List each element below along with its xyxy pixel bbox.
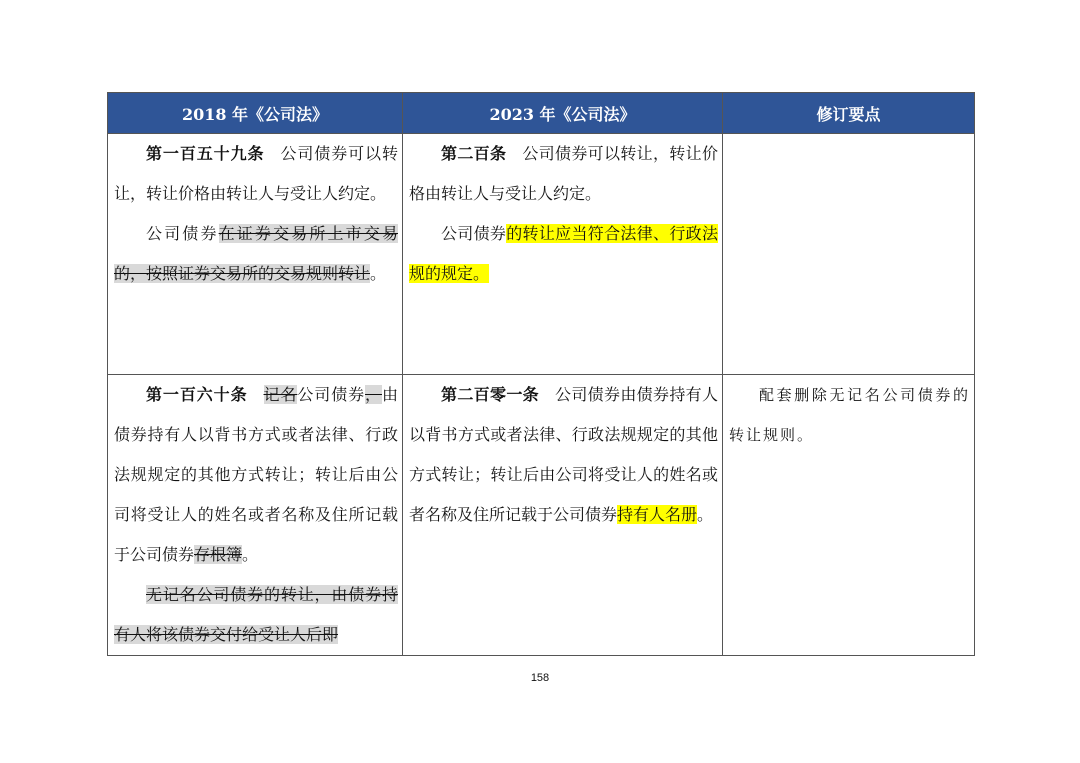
revision-note: 配套删除无记名公司债券的转让规则。 <box>729 386 970 444</box>
header-2023-law: 2023 年《公司法》 <box>403 93 723 134</box>
added-text: 持有人名册 <box>617 505 698 524</box>
article-text: 公司债券由债券持有人以背书方式或者法律、行政法规规定的其他方式转让；转让后由公司将受让人的姓名或者名称及住所记载于公司债券 <box>409 385 718 524</box>
comparison-table <box>107 92 975 656</box>
revision-note-cell <box>723 134 975 375</box>
new-law-paragraph <box>409 214 718 294</box>
new-law-cell <box>403 134 723 375</box>
table-row <box>108 134 975 375</box>
article-text: 公司债券可以转让，转让价格由转让人与受让人约定。 <box>409 144 718 203</box>
table-row <box>108 375 975 656</box>
article-text: 公司债券 <box>441 224 507 243</box>
header-revision-points: 修订要点 <box>723 93 975 134</box>
article-text: 由债券持有人以背书方式或者法律、行政法规规定的其他方式转让；转让后由公司将受让人的姓名或者名称及住所记载于公司债券 <box>114 385 398 564</box>
old-law-cell <box>108 375 403 656</box>
old-law-cell <box>108 134 403 375</box>
page-number: 158 <box>530 672 550 684</box>
new-law-paragraph <box>409 375 718 535</box>
old-law-paragraph <box>114 214 398 294</box>
article-number: 第一百五十九条 <box>146 144 265 163</box>
deleted-text: ， <box>365 385 382 404</box>
new-law-cell <box>403 375 723 656</box>
deleted-text: 记名 <box>263 385 298 404</box>
deleted-text: 在证券交易所上市交易的，按照证券交易所的交易规则转让 <box>114 224 398 283</box>
article-text: 。 <box>697 505 714 524</box>
old-law-paragraph <box>114 134 398 214</box>
deleted-text: 存根簿 <box>194 545 243 564</box>
article-text: 。 <box>242 545 259 564</box>
new-law-paragraph <box>409 134 718 214</box>
header-2018-law: 2018 年《公司法》 <box>108 93 403 134</box>
article-text: 公司债券 <box>297 385 366 404</box>
article-number: 第一百六十条 <box>146 385 248 404</box>
article-text: 。 <box>370 264 387 283</box>
table-header-row <box>108 93 975 134</box>
old-law-paragraph <box>114 375 398 575</box>
article-number: 第二百零一条 <box>441 385 539 404</box>
revision-note-cell <box>723 375 975 656</box>
article-text: 公司债券 <box>146 224 219 243</box>
deleted-text: 无记名公司债券的转让，由债券持有人将该债券交付给受让人后即 <box>114 585 398 644</box>
added-text: 的转让应当符合法律、行政法规的规定。 <box>409 224 718 283</box>
old-law-paragraph <box>114 575 398 655</box>
article-text: 公司债券可以转让，转让价格由转让人与受让人约定。 <box>114 144 398 203</box>
article-number: 第二百条 <box>441 144 507 163</box>
